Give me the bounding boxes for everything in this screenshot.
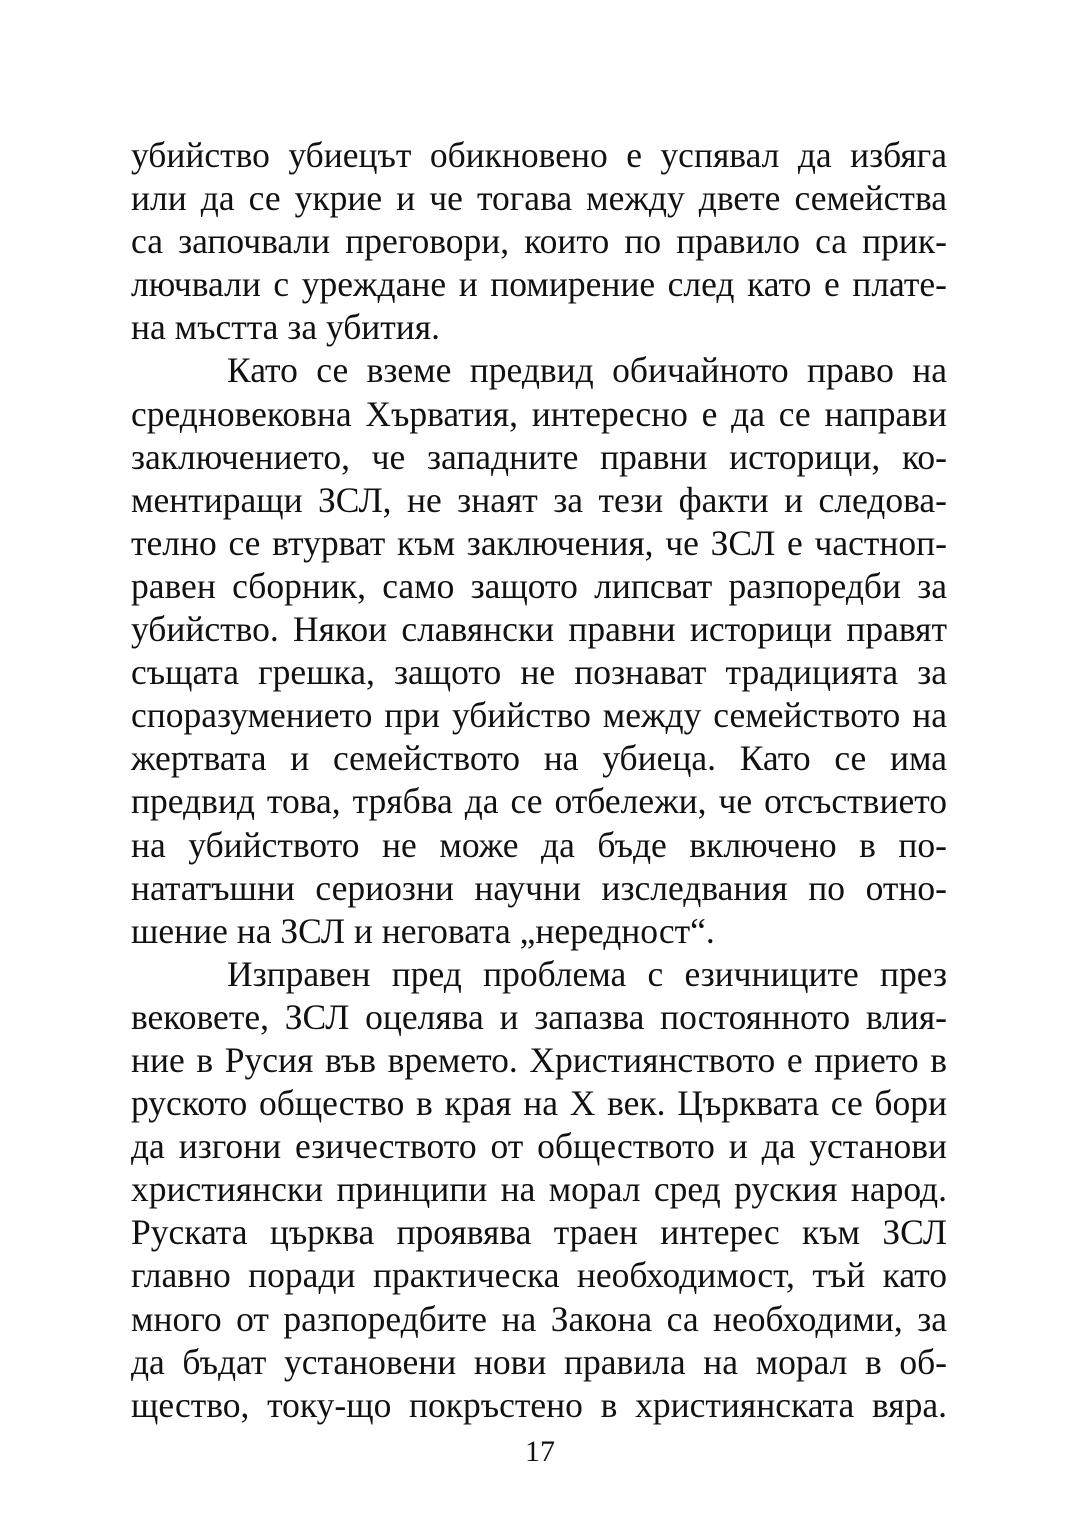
text-line: руското общество в края на X век. Църквата се бори	[131, 1083, 947, 1124]
text-line: жертвата и семейството на убиеца. Като се има	[131, 738, 947, 779]
text-line: или да се укрие и че тогава между двете семейства	[131, 178, 947, 219]
paragraph	[131, 349, 947, 952]
text-line: Изправен пред проблема с езичниците през	[227, 953, 947, 994]
paragraph	[131, 134, 947, 349]
text-line: телно се втурват към заключения, че ЗСЛ е частноп-	[131, 522, 947, 563]
text-line: ментиращи ЗСЛ, не знаят за тези факти и следова-	[131, 479, 947, 520]
text-line: заключението, че западните правни историци, ко-	[131, 436, 947, 477]
page-number: 17	[525, 1435, 555, 1468]
paragraph	[131, 953, 947, 1427]
text-line: споразумението при убийство между семейството на	[131, 695, 947, 736]
text-line: са започвали преговори, които по правило са прик-	[131, 221, 947, 262]
text-line: предвид това, трябва да се отбележи, че отсъствието	[131, 781, 947, 822]
text-line: да изгони езичеството от обществото и да установи	[131, 1126, 947, 1167]
text-line: християнски принципи на морал сред руския народ.	[131, 1169, 947, 1210]
body-text	[131, 134, 947, 1427]
text-line: лючвали с уреждане и помирение след като е плате-	[131, 264, 947, 305]
text-line: да бъдат установени нови правила на морал в об-	[131, 1341, 947, 1382]
text-line: шение на ЗСЛ и неговата „нередност“.	[131, 910, 715, 951]
text-line: главно поради практическа необходимост, тъй като	[131, 1255, 947, 1296]
text-line: вековете, ЗСЛ оцелява и запазва постоянното влия-	[131, 996, 947, 1037]
text-line: щество, току-що покръстено в християнската вяра.	[131, 1384, 947, 1425]
text-line: Като се вземе предвид обичайното право на	[227, 350, 947, 391]
text-line: на мъстта за убития.	[131, 307, 441, 348]
text-line: същата грешка, защото не познават традицията за	[131, 652, 947, 693]
text-line: нататъшни сериозни научни изследвания по отно-	[131, 867, 947, 908]
text-line: на убийството не може да бъде включено в по-	[131, 824, 947, 865]
text-line: равен сборник, само защото липсват разпоредби за	[131, 565, 947, 606]
text-line: ние в Русия във времето. Християнството е прието в	[131, 1039, 947, 1080]
text-line: Руската църква проявява траен интерес към ЗСЛ	[131, 1212, 947, 1253]
text-line: убийство. Някои славянски правни историци правят	[131, 609, 947, 650]
text-line: средновековна Хърватия, интересно е да се направи	[131, 393, 947, 434]
text-line: убийство убиецът обикновено е успявал да избяга	[131, 135, 947, 175]
text-line: много от разпоредбите на Закона са необходими, за	[131, 1298, 947, 1339]
